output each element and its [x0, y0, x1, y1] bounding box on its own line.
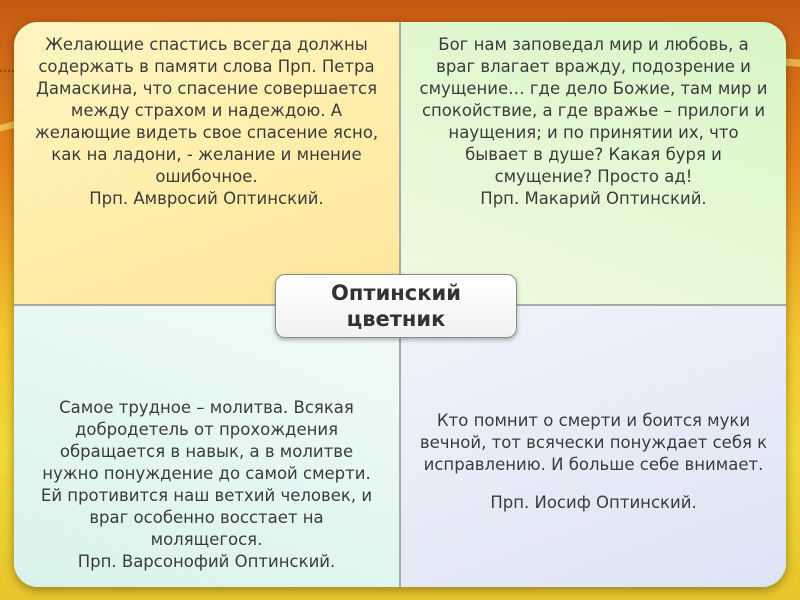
background-dots: [0, 70, 14, 80]
quote-author: Прп. Макарий Оптинский.: [480, 189, 707, 208]
quote-text: Кто помнит о смерти и боится муки вечной, тот всячески понуждает себя к исправлению. И больше себе внимает.: [419, 410, 768, 474]
quote-author: Прп. Иосиф Оптинский.: [490, 492, 697, 512]
center-title-box: [275, 274, 517, 338]
quote-author: Прп. Амвросий Оптинский.: [89, 189, 324, 208]
quote-author: Прп. Варсонофий Оптинский.: [77, 552, 336, 571]
quote-text: Бог нам заповедал мир и любовь, а враг влагает вражду, подозрение и смущение… где дело Божие, там мир и спокойствие, а где вражье – прилоги и наущения; и по принятии их, что бывает в душе? Какая буря и смущение? Просто ад!: [419, 35, 768, 186]
quote-top-right: [401, 22, 786, 304]
quote-top-left: [14, 22, 399, 304]
center-title: Оптинский цветник: [331, 281, 461, 331]
quote-bottom-right: [401, 306, 786, 587]
quote-text: Самое трудное – молитва. Всякая добродетель от прохождения обращается в навык, а в молитве нужно понуждение до самой смерти. Ей противится наш ветхий человек, и враг особенно восстает на молящегося.: [40, 398, 373, 549]
quote-text: Желающие спастись всегда должны содержать в памяти слова Прп. Петра Дамаскина, что спасение совершается между страхом и надеждою. А желающие видеть свое спасение ясно, как на ладони, - желание и мнение ошибочное.: [34, 35, 379, 186]
quote-bottom-left: [14, 306, 399, 587]
